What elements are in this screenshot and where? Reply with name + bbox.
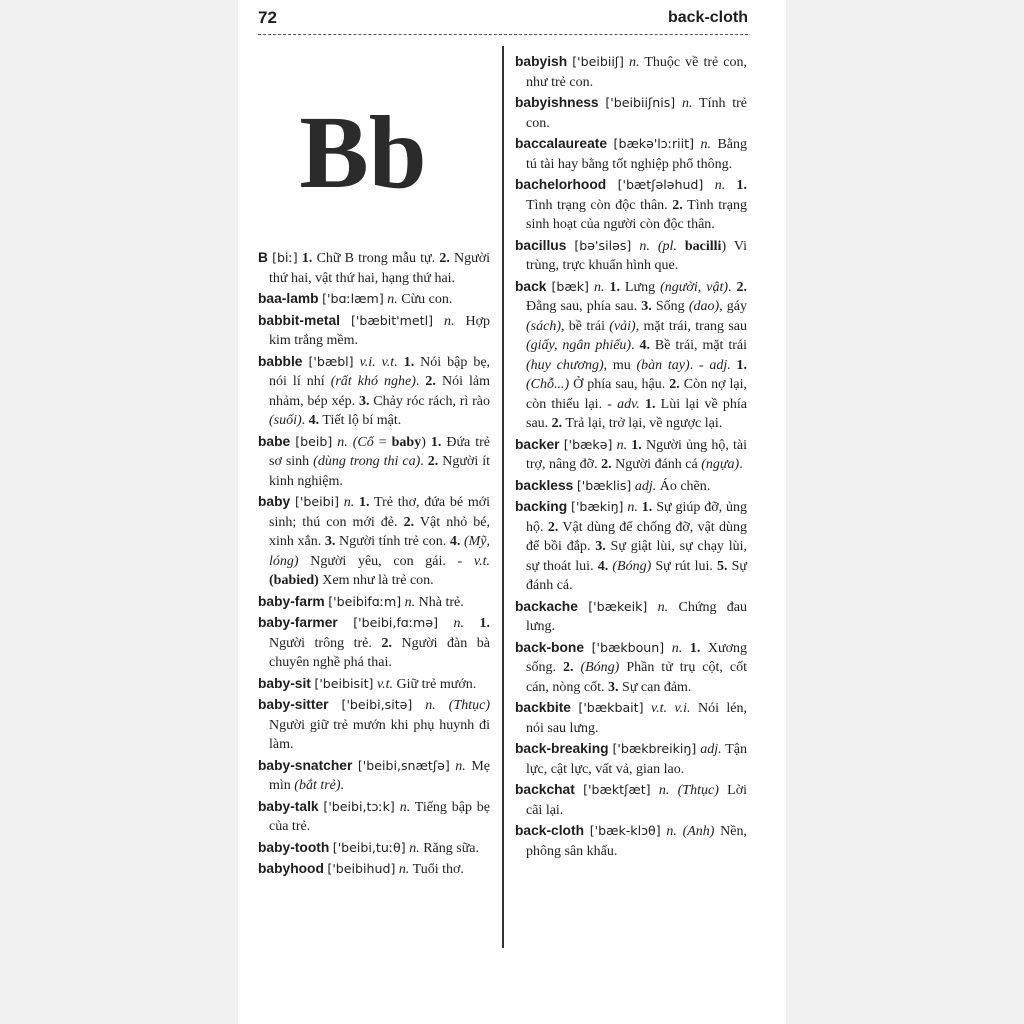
entry-pronunciation: ['bɑːlæm] [322,291,384,306]
entry-text: n. [399,799,411,815]
entry-text: 1. [644,396,656,412]
entry-text: . [631,338,640,353]
dictionary-entry [515,277,751,434]
dictionary-entry [515,93,751,133]
entry-text: Chữ B trong mẫu tự. [312,251,440,266]
entry-text: 1. [736,178,748,193]
entry-text: . [340,778,345,793]
entry-text: n. [657,599,669,615]
entry-text: Sự can đảm. [618,679,692,695]
entry-headword: backchat [515,782,575,797]
entry-text: (Bóng) [612,558,652,574]
dictionary-entry [258,492,494,591]
entry-text: Người giữ trẻ mướn khi phụ huynh đi làm. [269,698,494,752]
entry-text: Trả lại, trở lại, về ngược lại. [562,416,723,431]
entry-text: Người trông trẻ. [269,616,494,651]
entry-text: 3. [358,393,370,409]
entry-text: (bắt trẻ) [294,778,341,793]
entry-text: adj. [634,478,657,494]
entry-text: Xem như là trẻ con. [318,573,434,588]
entry-text: 2. [601,457,612,472]
dictionary-entry [515,638,751,698]
entry-text: Chứng đau lưng. [526,599,751,634]
entry-text: Tiếng bập bẹ của trẻ. [269,799,494,834]
dictionary-entry [258,613,494,673]
entry-text: . - [689,357,710,373]
entry-text: Lùi lại về phía sau. [526,396,751,431]
entry-text: (Thtục) [677,783,719,798]
entry-pronunciation: [bə'siləs] [574,237,632,253]
entry-text: n. [714,178,726,193]
entry-text: Mẹ mìn [269,758,494,793]
entry-text: n. [404,594,416,610]
entry-text: 3. [641,299,652,314]
entry-text: n. [666,824,677,839]
entry-headword: baby [258,494,291,509]
entry-text: (Cổ [352,434,374,450]
entry-text: Ở phía sau, hậu. [569,377,670,392]
entry-pronunciation: ['beibi,tɔːk] [323,798,395,814]
entry-text [677,239,685,254]
dictionary-entry [258,352,494,431]
dictionary-entry [258,592,490,613]
entry-text: 1. [430,434,442,450]
entry-headword: baby-sit [258,675,311,691]
entry-text: 1. [736,357,747,373]
entry-text: Sự đánh cá. [526,558,751,593]
entry-text: n. [425,698,436,713]
entry-text: 4. [639,338,651,353]
entry-text: (Anh) [682,824,715,839]
entry-text: n. [343,495,355,510]
entry-text: v.t. [473,553,490,569]
entry-text [438,616,454,631]
entry-text: . [415,374,426,389]
entry-text: 4. [449,534,461,549]
entry-pronunciation: ['beibi,snætʃə] [357,757,450,773]
entry-text: 2. [425,374,436,389]
entry-headword: baccalaureate [515,136,608,151]
entry-pronunciation: ['bækə] [563,436,613,452]
entry-headword: baby-tooth [258,839,330,855]
dictionary-entry [258,695,494,755]
entry-text: Sự giúp đỡ, ủng hộ. [526,500,751,535]
entry-headword: babble [258,353,303,369]
entry-text: ) Vi trùng, trực khuẩn hình que. [526,238,751,273]
entry-text [651,783,659,798]
entry-headword: bacillus [515,237,567,253]
entry-text: Tình trạng còn độc thân. [526,178,751,213]
dictionary-entry [515,476,747,497]
entry-text: Thuộc về trẻ con, như trẻ con. [526,55,751,90]
entry-pronunciation: ['beibihud] [327,861,396,876]
entry-text: Sự rút lui. [651,558,717,574]
entry-text [675,96,682,111]
dictionary-entry [258,797,494,837]
entry-text: n. [616,437,628,453]
dictionary-entry [515,134,751,174]
dictionary-entry [515,236,751,276]
entry-text: (Mỹ, lóng) [269,534,494,569]
entry-text: n. [455,758,466,774]
entry-text: (dùng trong thi ca) [313,454,421,469]
entry-headword: backless [515,477,574,493]
entry-text: = [373,434,392,450]
entry-text: , mặt trái, trang sau [635,318,751,334]
entry-text: 2. [551,416,563,431]
dictionary-entry [258,432,494,492]
page-header [258,6,748,35]
entry-headword: back [515,278,547,294]
dictionary-entry [258,248,494,288]
entry-text: Sự giật lùi, sự chạy lùi, sự thoát lui. [526,539,751,574]
entry-text: Đứa trẻ sơ sinh [269,434,494,469]
entry-text: Tình trạng sinh hoạt của người còn độc thân. [526,197,751,232]
entry-text: 1. [301,251,313,266]
entry-text: (huy chương) [526,357,604,373]
entry-text: Còn nợ lại, còn thiếu lại. - [526,377,751,412]
entry-text: 1. [403,354,415,370]
entry-pronunciation: [biː] [272,250,298,265]
entry-text: 1. [609,279,620,295]
entry-text: Tuổi thơ. [409,862,464,877]
entry-text: (sách) [526,318,561,334]
dictionary-entry [515,497,751,596]
entry-text [464,616,480,631]
dictionary-entry [258,674,490,695]
entry-text: Răng sữa. [419,840,479,856]
entry-headword: backbite [515,700,571,715]
entry-text: n. [337,434,348,450]
entry-headword: baby-farm [258,593,325,609]
entry-text: Nền, phông sân khấu. [526,824,751,859]
dictionary-entry [515,698,751,738]
entry-text: Người ít kinh nghiệm. [269,454,494,489]
entry-headword: baa-lamb [258,291,319,306]
entry-text: 2. [427,454,439,469]
entry-text: Bề trái, mặt trái [650,338,751,353]
entry-text [412,698,425,713]
page-number: 72 [258,8,277,27]
entry-text [433,314,444,329]
entry-text: Lưng [619,279,661,295]
entry-text: Nói lảm nhảm, bép xép. [269,374,494,409]
entry-headword: backache [515,598,578,614]
entry-pronunciation: ['beibisit] [314,675,374,691]
entry-text: Người ủng hộ, tài trợ, nâng đỡ. [526,437,751,472]
entry-headword: baby-talk [258,798,319,814]
entry-text: Chảy róc rách, rì rào [369,393,494,409]
entry-text: Người đánh cá [611,457,702,472]
entry-text: 1. [631,437,642,453]
entry-text: . [420,454,428,469]
entry-text: Sống [651,299,689,314]
dictionary-entry [515,597,751,637]
entry-text: Trẻ thơ, đứa bé mới sinh; thú con mới đẻ. [269,495,494,530]
entry-pronunciation: ['bæklis] [576,477,632,493]
column-divider [502,46,504,948]
entry-text [664,641,672,656]
dictionary-entry [258,859,490,880]
entry-text: Người yêu, con gái. - [298,553,474,569]
entry-headword: babyish [515,54,568,69]
entry-text [669,783,677,798]
entry-text [703,178,714,193]
entry-text: 2. [672,197,683,213]
entry-pronunciation: ['bækbait] [578,700,644,715]
entry-text: 2. [669,377,680,392]
entry-text: Nói lén, nói sau lưng. [526,701,751,736]
entry-text: n. [627,500,638,515]
entry-headword: babe [258,433,291,449]
entry-text: n. [658,783,670,798]
entry-text: (ngựa) [701,457,740,472]
entry-text: , mu [603,357,637,373]
dictionary-entry [515,780,751,820]
entry-pronunciation: ['beibi,fɑːmə] [353,615,438,630]
entry-text: 1. [359,495,370,510]
entry-pronunciation: ['bæbit'metl] [351,312,434,328]
entry-text: n. [409,840,420,856]
entry-text [644,701,651,716]
entry-text: Người tính trẻ con. [335,534,450,549]
entry-text: 1. [689,640,701,656]
entry-pronunciation: ['bæk-klɔθ] [589,823,661,838]
entry-headword: back-bone [515,639,584,655]
entry-text: n. [629,55,640,70]
left-column [258,248,494,881]
entry-text: (giấy, ngân phiếu) [526,338,632,353]
entry-pronunciation: ['bæktʃæt] [583,782,651,797]
entry-headword: babyishness [515,95,599,110]
entry-text: (suối) [269,413,302,428]
entry-headword: backing [515,499,568,514]
entry-text: 5. [717,558,728,574]
entry-pronunciation: ['beibi,tuːθ] [332,839,406,855]
entry-headword: backer [515,436,560,452]
entry-pronunciation: ['bætʃələhud] [617,177,704,192]
entry-text: n. [387,292,398,307]
entry-text: v.t. v.i. [650,701,691,716]
entry-text: 1. [641,500,653,515]
entry-pronunciation: ['bækeik] [588,598,648,614]
entry-text: Đằng sau, phía sau. [526,279,751,314]
entry-text: Vật dùng để chống đỡ, vật dùng để bồi đắp. [526,519,751,554]
entry-text: n. [700,137,711,152]
entry-headword: B [258,250,268,265]
dictionary-entry [258,311,494,351]
entry-text: , bề trái [561,318,610,334]
entry-text: n. (pl. [639,238,677,254]
entry-pronunciation: ['bækbreikiŋ] [612,741,697,756]
entry-pronunciation: ['beibiiʃnis] [605,95,676,110]
entry-text: 2. [403,514,415,530]
entry-text: baby [391,434,422,450]
entry-text: Cừu con. [397,292,453,307]
entry-pronunciation: [bækə'lɔːriit] [613,136,694,151]
entry-headword: bachelorhood [515,177,607,192]
entry-text: Hợp kim trắng mềm. [269,313,494,348]
entry-text: (Thtục) [448,698,490,713]
entry-text: Tận lực, cật lực, vất vả, gian lao. [526,742,751,777]
entry-text: Áo chẽn. [656,478,711,494]
dictionary-entry [258,838,490,859]
entry-text: 3. [595,539,606,554]
entry-text [647,600,657,615]
entry-text: (vải) [609,318,636,334]
entry-text: Nói bập bẹ, nói lí nhí [269,354,494,389]
entry-text: (rất khó nghe) [330,374,416,389]
entry-pronunciation: [bæk] [551,278,589,294]
entry-text: 3. [324,534,336,549]
entry-text: 2. [547,519,559,535]
dictionary-page [238,0,786,1024]
entry-text: . [739,457,743,472]
entry-text: Người thứ hai, vật thứ hai, hạng thứ hai. [269,251,494,286]
entry-pronunciation: ['beibi,sitə] [341,697,413,712]
entry-text: ) [421,434,431,450]
entry-text [682,641,690,656]
entry-text: n. [453,616,464,631]
entry-text: Lời cãi lại. [526,783,751,818]
right-column [515,52,751,862]
entry-pronunciation: [beib] [295,433,333,449]
entry-text [490,554,494,569]
entry-text: Vật nhỏ bé, xinh xắn. [269,514,494,549]
entry-text: Tiết lộ bí mật. [319,413,402,428]
entry-headword: back-breaking [515,741,609,756]
entry-text: Xương sống. [526,640,751,675]
entry-headword: baby-farmer [258,615,338,630]
entry-text: 3. [608,679,619,695]
dictionary-entry [258,289,490,310]
entry-text [436,698,449,713]
entry-text [747,358,751,373]
entry-text: 2. [562,660,574,675]
entry-text: 2. [439,251,450,266]
entry-text: n. [444,313,455,329]
entry-headword: baby-snatcher [258,757,353,773]
entry-headword: babyhood [258,861,324,876]
entry-text: n. [671,640,683,656]
entry-text: (người, vật) [660,279,729,295]
entry-text: adj. [709,357,731,373]
entry-text: Bằng tú tài hay bằng tốt nghiệp phổ thông. [526,137,751,172]
entry-text: bacilli [684,238,722,254]
entry-pronunciation: ['bækiŋ] [571,499,624,514]
dictionary-entry [515,739,751,779]
entry-pronunciation: ['beibifɑːm] [328,593,402,609]
entry-text: (dao) [688,299,720,314]
entry-text: n. [681,96,693,111]
entry-text: 2. [381,635,392,651]
entry-text: v.t. [376,676,394,692]
entry-text: n. [593,279,605,295]
entry-text: (Bóng) [580,660,620,675]
dictionary-entry [258,756,494,796]
dictionary-entry [515,52,751,92]
entry-text: Giữ trẻ mướn. [393,676,477,692]
entry-text: 1. [479,616,491,631]
entry-text: . [301,413,309,428]
entry-text: Nhà trẻ. [415,594,464,610]
entry-text: v.i. v.t. [359,354,398,370]
entry-text: (bàn tay) [636,357,690,373]
entry-text: Người đàn bà chuyên nghề phá thai. [269,635,494,670]
dictionary-entry [515,175,751,235]
dictionary-entry [515,435,751,475]
entry-text: adv. [617,396,640,412]
entry-text: n. [398,862,410,877]
entry-pronunciation: ['bæbl] [308,353,354,369]
entry-text: (Chỗ...) [526,377,570,392]
entry-text: adj. [700,742,722,757]
entry-pronunciation: ['beibi] [294,494,339,509]
entry-pronunciation: ['bækboun] [591,639,665,655]
entry-text: . [728,279,737,295]
entry-pronunciation: ['beibiiʃ] [572,54,624,69]
entry-text: , gáy [719,299,751,314]
entry-text [725,178,736,193]
dictionary-entry [515,821,751,861]
entry-text: Tính trẻ con. [526,96,751,131]
entry-headword: babbit-metal [258,312,341,328]
entry-text: (babied) [269,573,319,588]
entry-text: Phần tử trụ cột, cốt cán, nòng cốt. [526,660,751,695]
entry-headword: baby-sitter [258,697,329,712]
entry-headword: back-cloth [515,823,584,838]
entry-text: 2. [736,279,748,295]
entry-text: 4. [308,413,320,428]
section-letter: Bb [299,95,427,210]
entry-text: 4. [597,558,609,574]
guide-word: back-cloth [667,9,748,26]
